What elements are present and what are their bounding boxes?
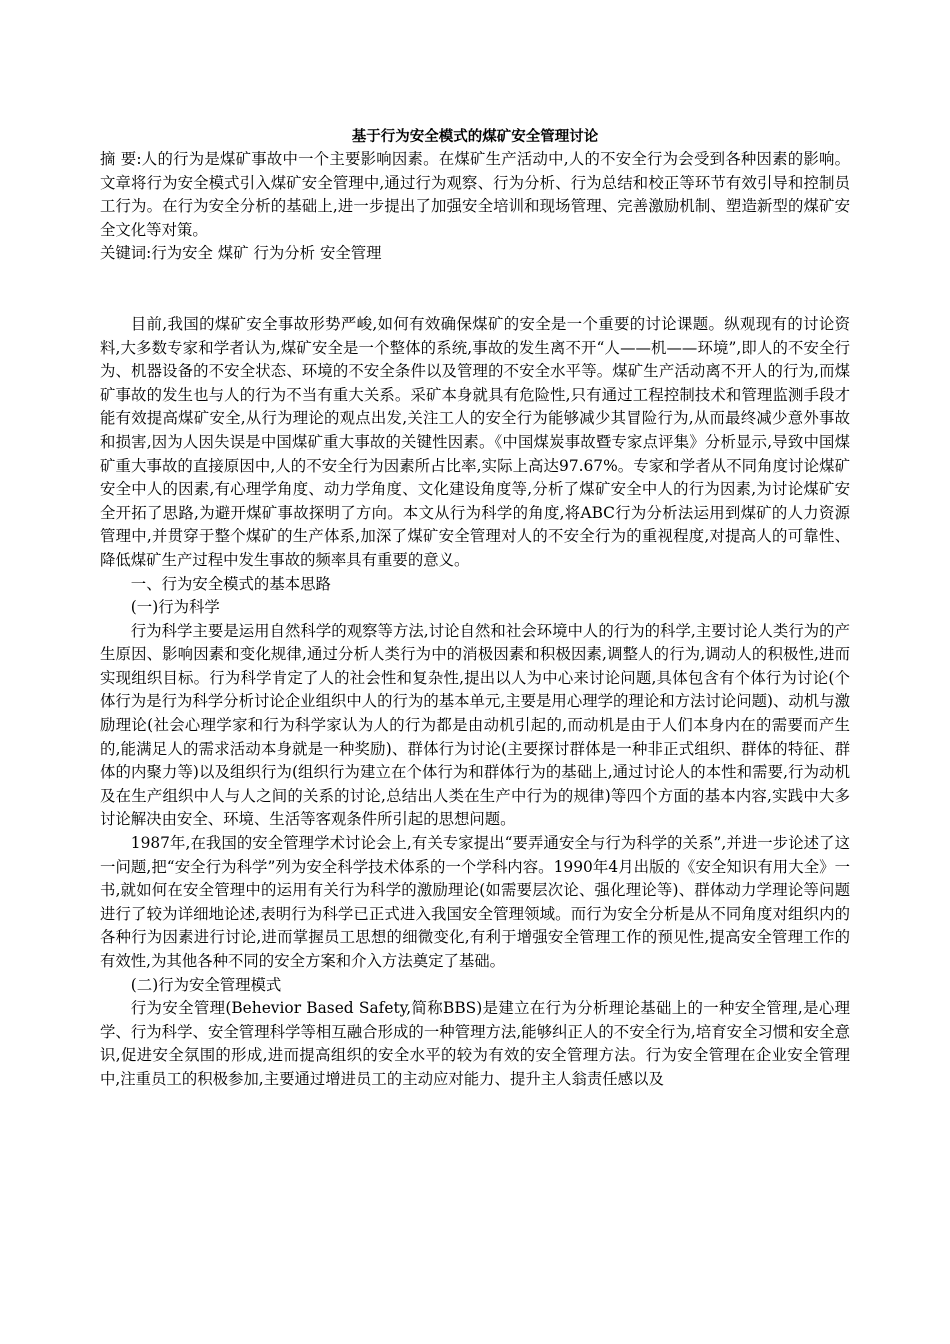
- body-paragraph-behavior-science: 行为科学主要是运用自然科学的观察等方法,讨论自然和社会环境中人的行为的科学,主要讨论人类行为的产生原因、影响因素和变化规律,通过分析人类行为中的消极因素和积极因素,调整人的行为,调动人的积极性,进而实现组织目标。行为科学肯定了人的社会性和复杂性,提出以人为中心来讨论问题,具体包含有个体行为讨论(个体行为是行为科学分析讨论企业组织中人的行为的基本单元,主要是用心理学的理论和方法讨论问题)、动机与激励理论(社会心理学家和行为科学家认为人的行为都是由动机引起的,而动机是由于人们本身内在的需要而产生的,能满足人的需求活动本身就是一种奖励)、群体行为讨论(主要探讨群体是一种非正式组织、群体的特征、群体的内聚力等)以及组织行为(组织行为建立在个体行为和群体行为的基础上,通过讨论人的本性和需要,行为动机及在生产组织中人与人之间的关系的讨论,总结出人类在生产中行为的规律)等四个方面的基本内容,实践中大多讨论解决由安全、环境、生活等客观条件所引起的思想问题。: [100, 621, 850, 829]
- subsection-heading-2: (二)行为安全管理模式: [130, 975, 282, 994]
- body-paragraph-intro: 目前,我国的煤矿安全事故形势严峻,如何有效确保煤矿的安全是一个重要的讨论课题。纵观现有的讨论资料,大多数专家和学者认为,煤矿安全是一个整体的系统,事故的发生离不开“人——机——环境”,即人的不安全行为、机器设备的不安全状态、环境的不安全条件以及管理的不安全水平等。煤矿生产活动离不开人的行为,而煤矿事故的发生也与人的行为不当有重大关系。采矿本身就具有危险性,只有通过工程控制技术和管理监测手段才能有效提高煤矿安全,从行为理论的观点出发,关注工人的安全行为能够减少其冒险行为,从而最终减少意外事故和损害,因为人因失误是中国煤矿重大事故的关键性因素。《中国煤炭事故暨专家点评集》分析显示,导致中国煤矿重大事故的直接原因中,人的不安全行为因素所占比率,实际上高达97.67%。专家和学者从不同角度讨论煤矿安全中人的因素,有心理学角度、动力学角度、文化建设角度等,分析了煤矿安全中人的行为因素,为讨论煤矿安全开拓了思路,为避开煤矿事故探明了方向。本文从行为科学的角度,将ABC行为分析法运用到煤矿的人力资源管理中,并贯穿于整个煤矿的生产体系,加深了煤矿安全管理对人的不安全行为的重视程度,对提高人的可靠性、降低煤矿生产过程中发生事故的频率具有重要的意义。: [100, 314, 850, 569]
- section-heading-1: 一、行为安全模式的基本思路: [130, 574, 331, 593]
- subsection-heading-1: (一)行为科学: [130, 598, 220, 617]
- body-paragraph-history: 1987年,在我国的安全管理学术讨论会上,有关专家提出“要弄通安全与行为科学的关系”,并进一步论述了这一问题,把“安全行为科学”列为安全科学技术体系的一个学科内容。1990年4月出版的《安全知识有用大全》一书,就如何在安全管理中的运用有关行为科学的激励理论(如需要层次论、强化理论等)、群体动力学理论等问题进行了较为详细地论述,表明行为科学已正式进入我国安全管理领域。而行为安全分析是从不同角度对组织内的各种行为因素进行讨论,进而掌握员工思想的细微变化,有利于增强安全管理工作的预见性,提高安全管理工作的有效性,为其他各种不同的安全方案和介入方法奠定了基础。: [100, 834, 850, 970]
- document-title: 基于行为安全模式的煤矿安全管理讨论: [351, 129, 599, 145]
- abstract: 摘 要:人的行为是煤矿事故中一个主要影响因素。在煤矿生产活动中,人的不安全行为会受到各种因素的影响。文章将行为安全模式引入煤矿安全管理中,通过行为观察、行为分析、行为总结和校正等环节有效引导和控制员工行为。在行为安全分析的基础上,进一步提出了加强安全培训和现场管理、完善激励机制、塑造新型的煤矿安全文化等对策。: [100, 150, 850, 239]
- keywords: 关键词:行为安全 煤矿 行为分析 安全管理: [100, 244, 382, 263]
- blank-space: [100, 266, 850, 313]
- body-paragraph-bbs: 行为安全管理(Behevior Based Safety,简称BBS)是建立在行为分析理论基础上的一种安全管理,是心理学、行为科学、安全管理科学等相互融合形成的一种管理方法,能够纠正人的不安全行为,培育安全习惯和安全意识,促进安全氛围的形成,进而提高组织的安全水平的较为有效的安全管理方法。行为安全管理在企业安全管理中,注重员工的积极参加,主要通过增进员工的主动应对能力、提升主人翁责任感以及: [100, 999, 850, 1088]
